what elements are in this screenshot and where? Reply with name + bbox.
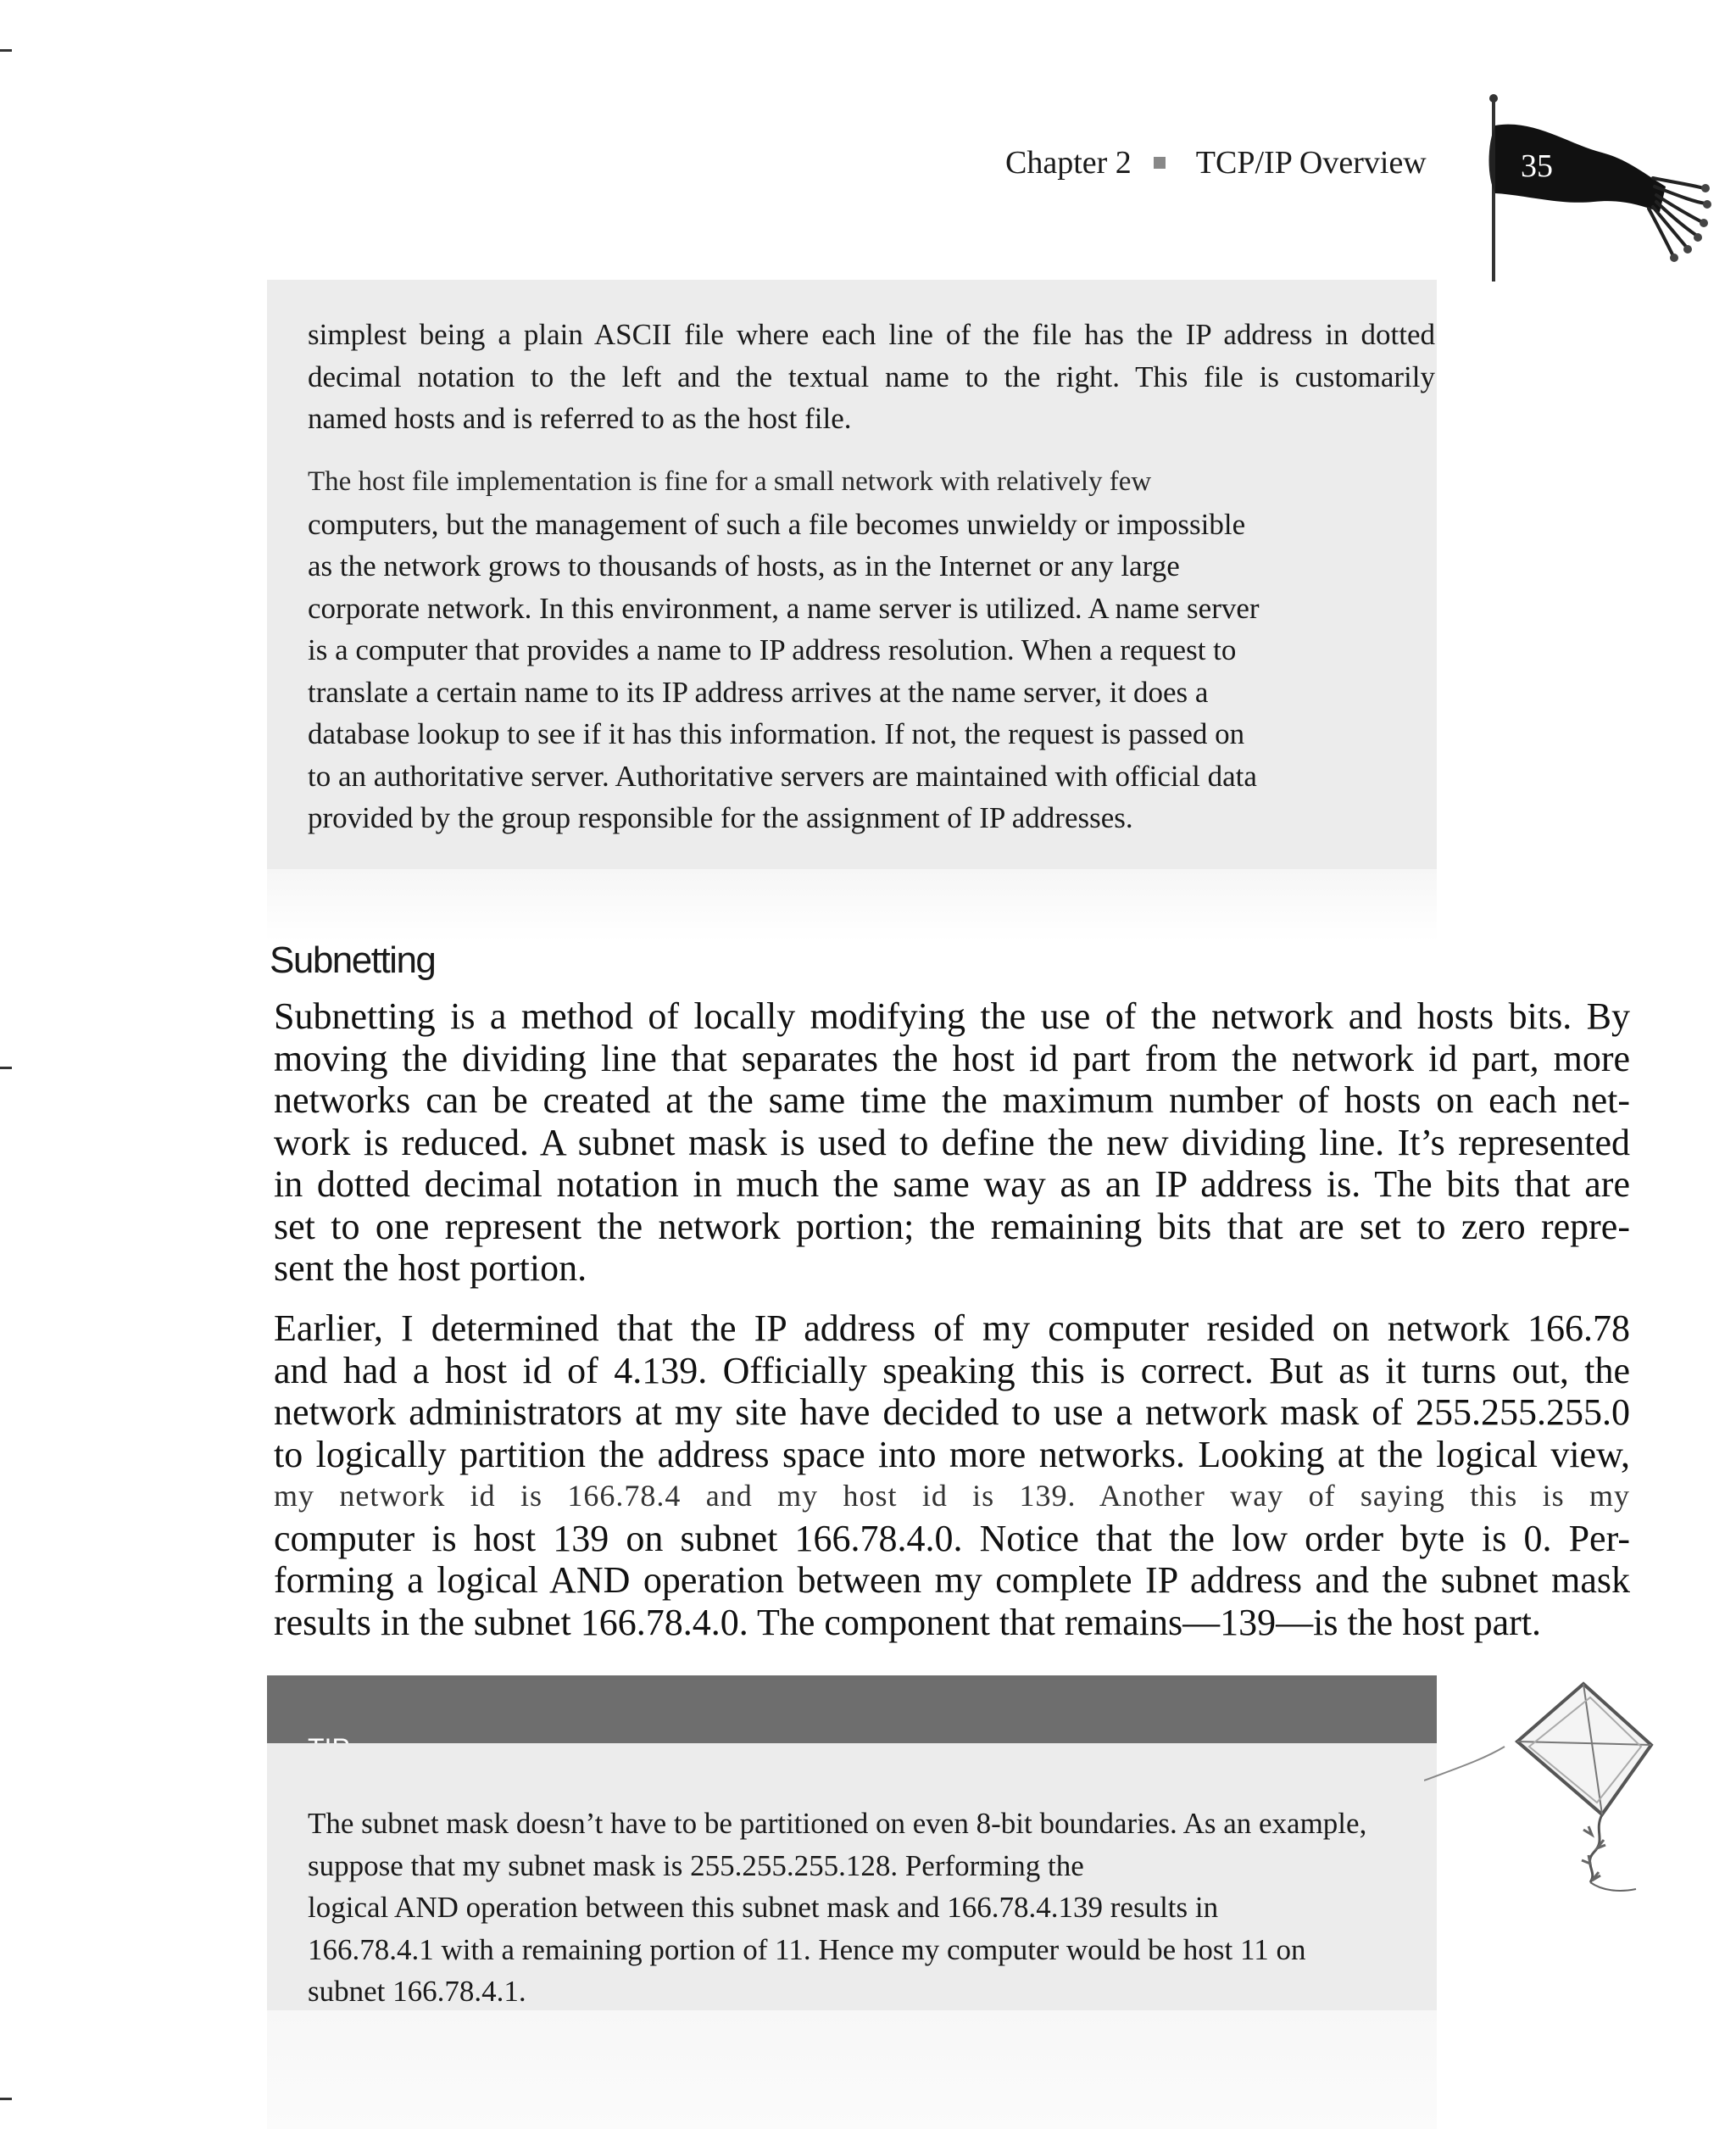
body-paragraph-2 bbox=[274, 1307, 1630, 1643]
text-line: logical AND operation between this subnet mask and 166.78.4.139 results in bbox=[308, 1891, 1219, 1924]
note-paragraph-2 bbox=[308, 460, 1410, 839]
text-line: sent the host portion. bbox=[274, 1247, 587, 1289]
text-line: work is reduced. A subnet mask is used to define the new dividing line. It’s represented bbox=[274, 1121, 1630, 1163]
running-header bbox=[1005, 141, 1427, 185]
square-bullet-icon bbox=[1154, 157, 1166, 169]
section-heading: Subnetting bbox=[270, 939, 436, 981]
text-line: in dotted decimal notation in much the same way as an IP address is. The bits that are bbox=[274, 1163, 1630, 1205]
margin-mark bbox=[0, 1067, 12, 1069]
text-line: and had a host id of 4.139. Officially speaking this is correct. But as it turns out, the bbox=[274, 1349, 1630, 1391]
text-line: as the network grows to thousands of hosts, as in the Internet or any large bbox=[308, 549, 1180, 582]
body-paragraph-1 bbox=[274, 995, 1630, 1290]
page-number: 35 bbox=[1521, 148, 1553, 184]
margin-mark bbox=[0, 49, 12, 52]
text-line: 166.78.4.1 with a remaining portion of 11. Hence my computer would be host 11 on bbox=[308, 1932, 1306, 1966]
text-line: translate a certain name to its IP address arrives at the name server, it does a bbox=[308, 675, 1209, 709]
text-line: The host file implementation is fine for a small network with relatively few bbox=[308, 466, 1152, 497]
margin-mark bbox=[0, 2098, 12, 2100]
text-line: corporate network. In this environment, a name server is utilized. A name server bbox=[308, 591, 1260, 625]
text-line: is a computer that provides a name to IP address resolution. When a request to bbox=[308, 633, 1237, 666]
chapter-label: Chapter 2 bbox=[1005, 145, 1132, 181]
text-line: to an authoritative server. Authoritative servers are maintained with official data bbox=[308, 759, 1257, 793]
text-line: moving the dividing line that separates the host id part from the network id part, more bbox=[274, 1037, 1630, 1079]
text-line: results in the subnet 166.78.4.0. The component that remains—139—is the host part. bbox=[274, 1601, 1541, 1643]
text-line: decimal notation to the left and the textual name to the right. This file is customarily bbox=[308, 359, 1435, 393]
note-box bbox=[267, 280, 1437, 869]
text-line: computers, but the management of such a file becomes unwieldy or impossible bbox=[308, 507, 1246, 541]
shade-strip bbox=[267, 2010, 1437, 2129]
text-line: forming a logical AND operation between my complete IP address and the subnet mask bbox=[274, 1559, 1630, 1601]
text-line: named hosts and is referred to as the host file. bbox=[308, 402, 852, 435]
chapter-title: TCP/IP Overview bbox=[1195, 145, 1427, 181]
text-line: computer is host 139 on subnet 166.78.4.0. Notice that the low order byte is 0. Per- bbox=[274, 1517, 1630, 1559]
text-line: network administrators at my site have decided to use a network mask of 255.255.255.0 bbox=[274, 1391, 1630, 1433]
text-line: The subnet mask doesn’t have to be partitioned on even 8-bit boundaries. As an example, bbox=[308, 1807, 1367, 1840]
tip-text bbox=[308, 1803, 1444, 2013]
text-line: set to one represent the network portion; the remaining bits that are set to zero repre- bbox=[274, 1205, 1630, 1247]
shade-strip bbox=[267, 869, 1437, 941]
text-line: simplest being a plain ASCII file where each line of the file has the IP address in dotted bbox=[308, 318, 1435, 351]
text-line: to logically partition the address space into more networks. Looking at the logical view, bbox=[274, 1433, 1630, 1475]
text-line: networks can be created at the same time the maximum number of hosts on each net- bbox=[274, 1079, 1630, 1121]
text-line: my network id is 166.78.4 and my host id is 139. Another way of saying this is my bbox=[274, 1479, 1630, 1513]
text-line: subnet 166.78.4.1. bbox=[308, 1975, 526, 2008]
kite-icon bbox=[1424, 1679, 1712, 1908]
text-line: Earlier, I determined that the IP address of my computer resided on network 166.78 bbox=[274, 1307, 1630, 1349]
text-line: database lookup to see if it has this information. If not, the request is passed on bbox=[308, 717, 1245, 750]
flag-icon bbox=[1475, 93, 1721, 288]
text-line: suppose that my subnet mask is 255.255.255.128. Performing the bbox=[308, 1848, 1084, 1882]
tip-header-bar bbox=[267, 1675, 1437, 1743]
text-line: provided by the group responsible for the assignment of IP addresses. bbox=[308, 801, 1133, 834]
text-line: Subnetting is a method of locally modifying the use of the network and hosts bits. By bbox=[274, 995, 1630, 1037]
tip-box bbox=[267, 1743, 1437, 2010]
